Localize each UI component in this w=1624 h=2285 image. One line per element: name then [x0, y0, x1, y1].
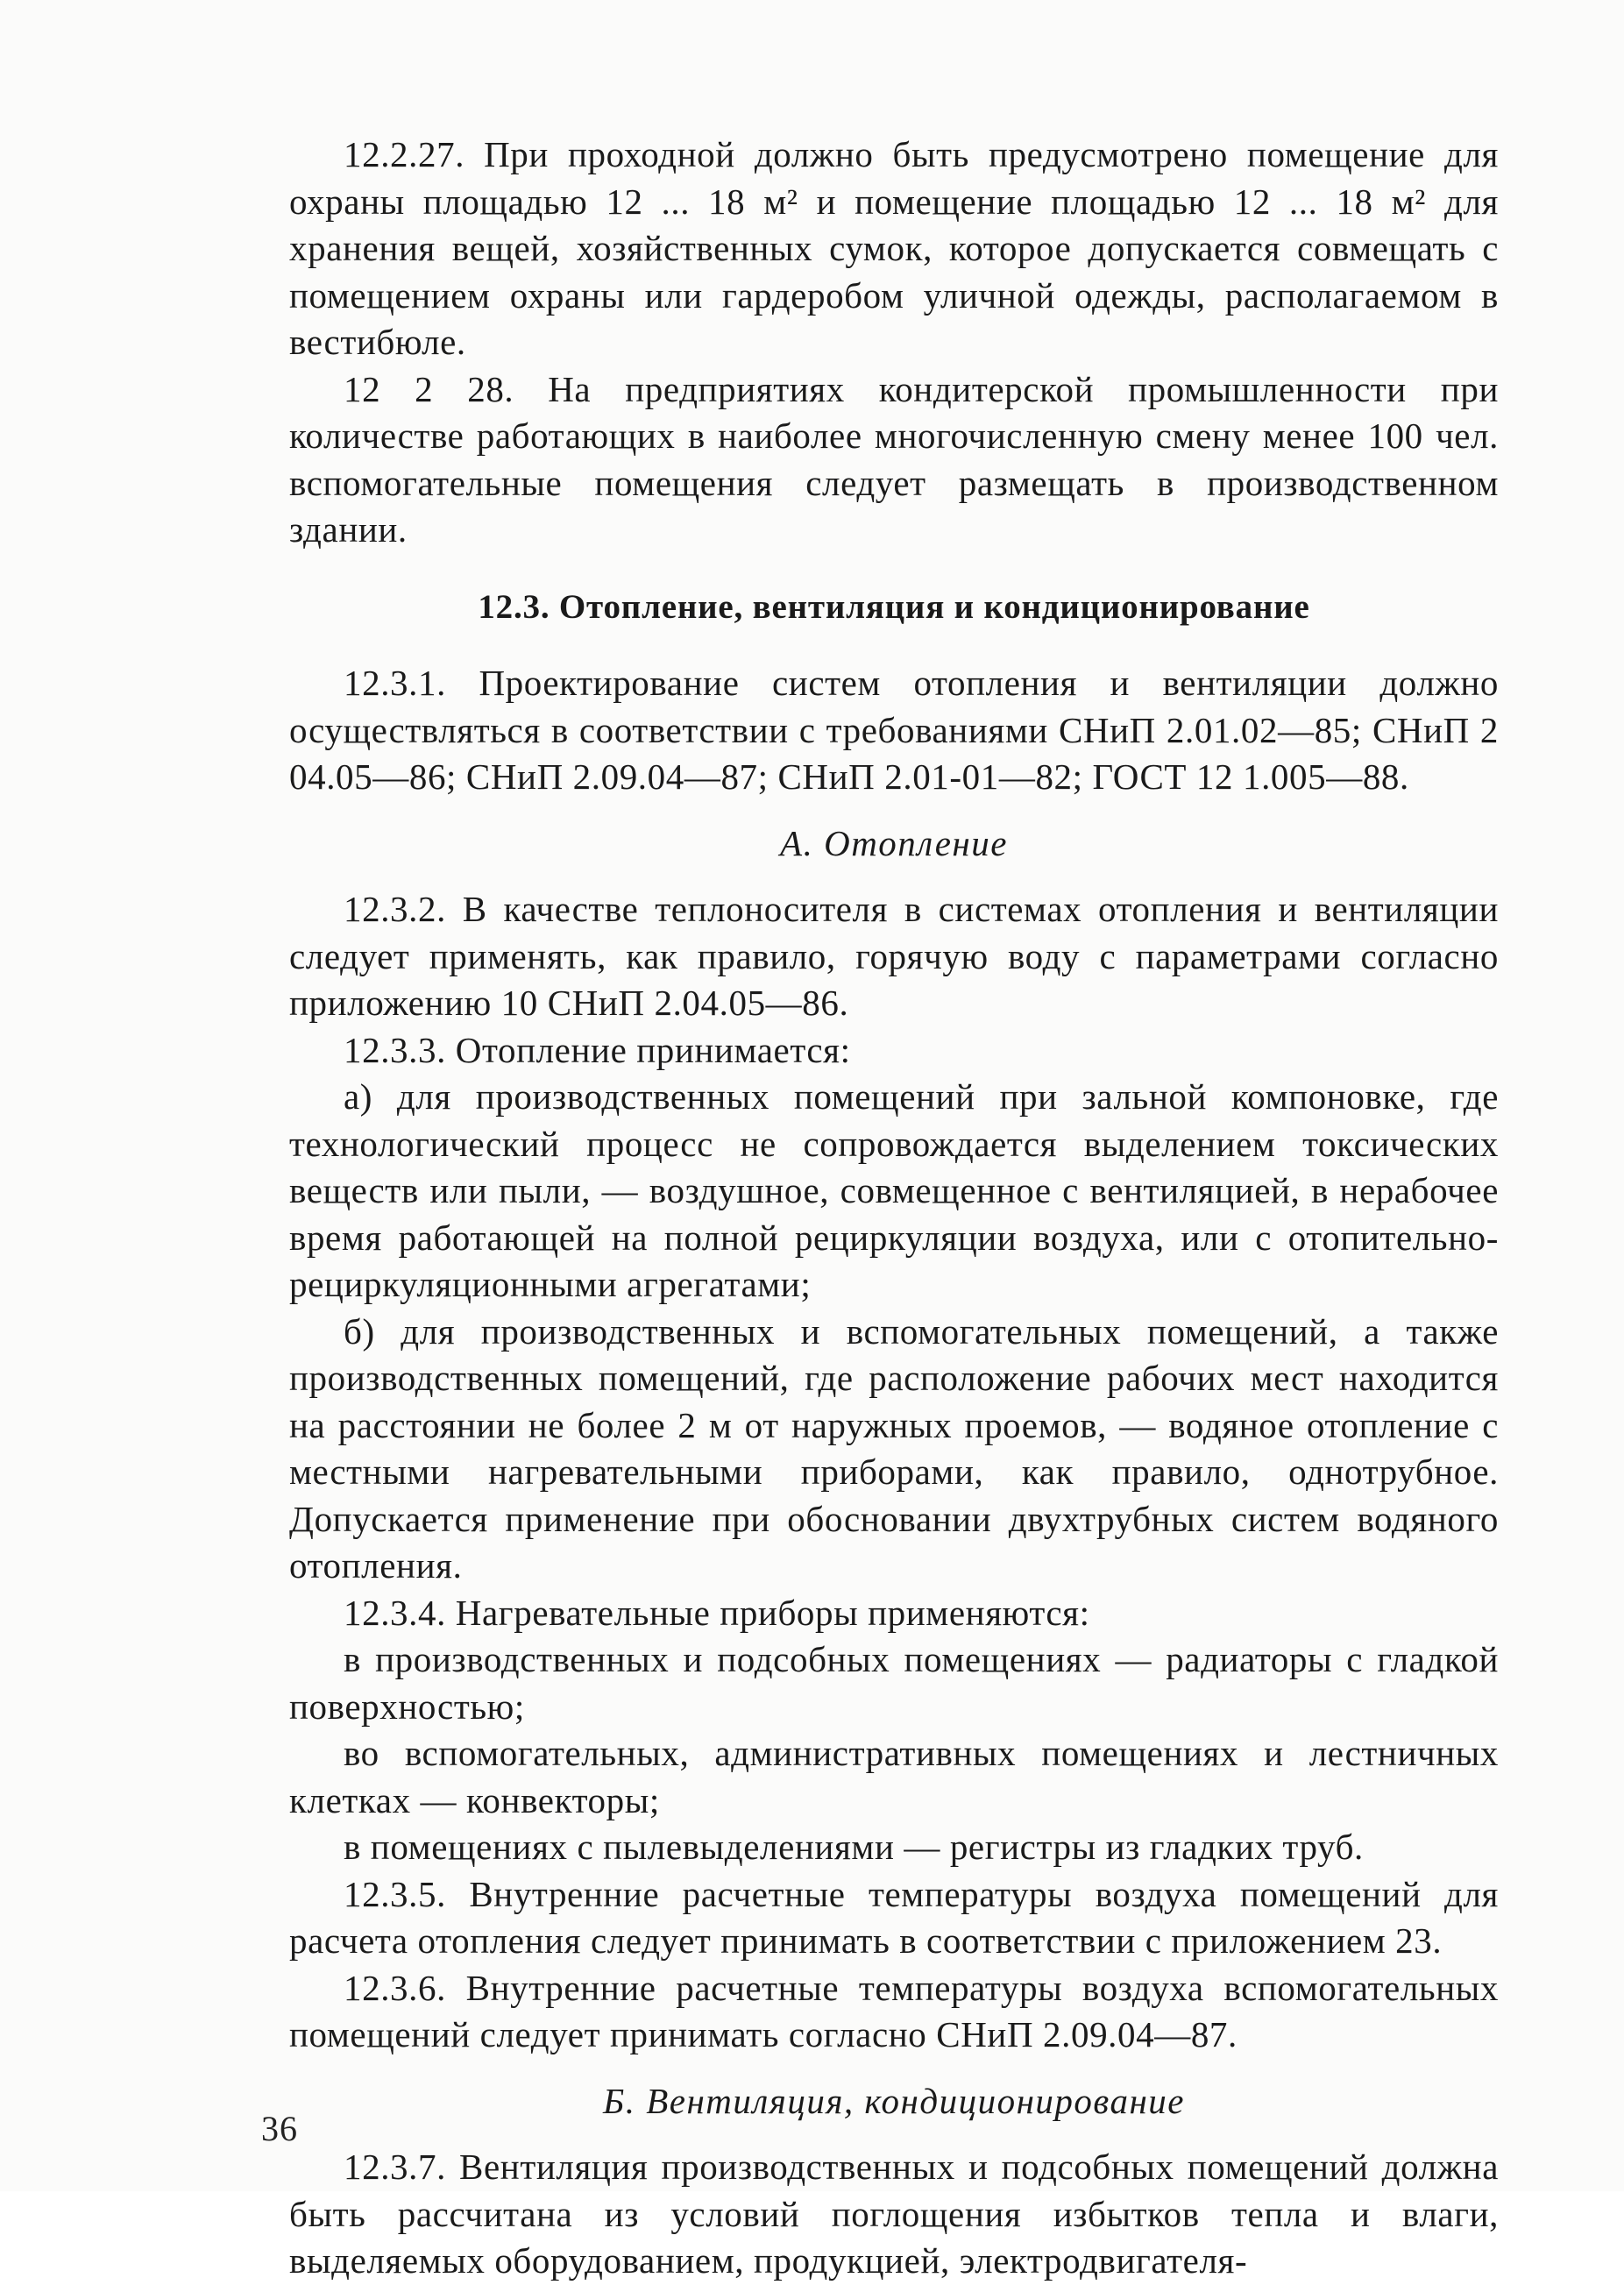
paragraph-12-3-5: 12.3.5. Внутренние расчетные температуры воздуха помещений для расчета отопления следует принимать в соответствии с приложением 23.	[289, 1873, 1499, 1961]
list-item-registers: в помещениях с пылевыделениями — регистры из гладких труб.	[344, 1827, 1364, 1867]
paragraph-12-3-7: 12.3.7. Вентиляция производственных и подсобных помещений должна быть рассчитана из условий поглощения избытков тепла и влаги, выделяемых оборудованием, продукцией, электродвигателя-	[289, 2147, 1499, 2281]
list-item-a: а) для производственных помещений при зальной компоновке, где технологический процесс не сопровождается выделением токсических веществ или пыли, — воздушное, совмещенное с вентиляцией, в нерабочее время работающей на полной рециркуляции воздуха, или с отопительно-рециркуляционными агрегатами;	[289, 1076, 1499, 1304]
section-heading: 12.3. Отопление, вентиляция и кондиционирование	[478, 587, 1310, 626]
page-number: 36	[261, 2109, 298, 2148]
paragraph-12-3-4: 12.3.4. Нагревательные приборы применяются:	[344, 1592, 1090, 1633]
paragraph-12-3-2: 12.3.2. В качестве теплоносителя в системах отопления и вентиляции следует применять, как правило, горячую воду с параметрами согласно приложению 10 СНиП 2.04.05—86.	[289, 889, 1499, 1023]
paragraph-12-3-6: 12.3.6. Внутренние расчетные температуры воздуха вспомогательных помещений следует принимать согласно СНиП 2.09.04—87.	[289, 1967, 1499, 2054]
page-body	[289, 131, 1499, 2285]
paragraph-12-2-28: 12 2 28. На предприятиях кондитерской промышленности при количестве работающих в наиболее многочисленную смену менее 100 чел. вспомогательные помещения следует размещать в производственном здании.	[289, 368, 1499, 550]
list-item-radiators: в производственных и подсобных помещениях — радиаторы с гладкой поверхностью;	[289, 1639, 1499, 1727]
paragraph-12-3-1: 12.3.1. Проектирование систем отопления и вентиляции должно осуществляться в соответствии с требованиями СНиП 2.01.02—85; СНиП 2 04.05—86; СНиП 2.09.04—87; СНиП 2.01-01—82; ГОСТ 12 1.005—88.	[289, 663, 1499, 797]
paragraph-12-2-27: 12.2.27. При проходной должно быть предусмотрено помещение для охраны площадью 12 ... 18 м² и помещение площадью 12 ... 18 м² для хранения вещей, хозяйственных сумок, которое допускается совмещать с помещением охраны или гардеробом уличной одежды, располагаемом в вестибюле.	[289, 134, 1499, 362]
subheading-ventilation: Б. Вентиляция, кондиционирование	[603, 2080, 1185, 2121]
list-item-convectors: во вспомогательных, административных помещениях и лестничных клетках — конвекторы;	[289, 1733, 1499, 1820]
subheading-heating: А. Отопление	[780, 822, 1008, 863]
paragraph-12-3-3: 12.3.3. Отопление принимается:	[344, 1029, 851, 1070]
list-item-b: б) для производственных и вспомогательных помещений, а также производственных помещений, где расположение рабочих мест находится на расстоянии не более 2 м от наружных проемов, — водяное отопление с местными нагревательными приборами, как правило, однотрубное. Допускается применение при обосновании двухтрубных систем водяного отопления.	[289, 1310, 1499, 1586]
